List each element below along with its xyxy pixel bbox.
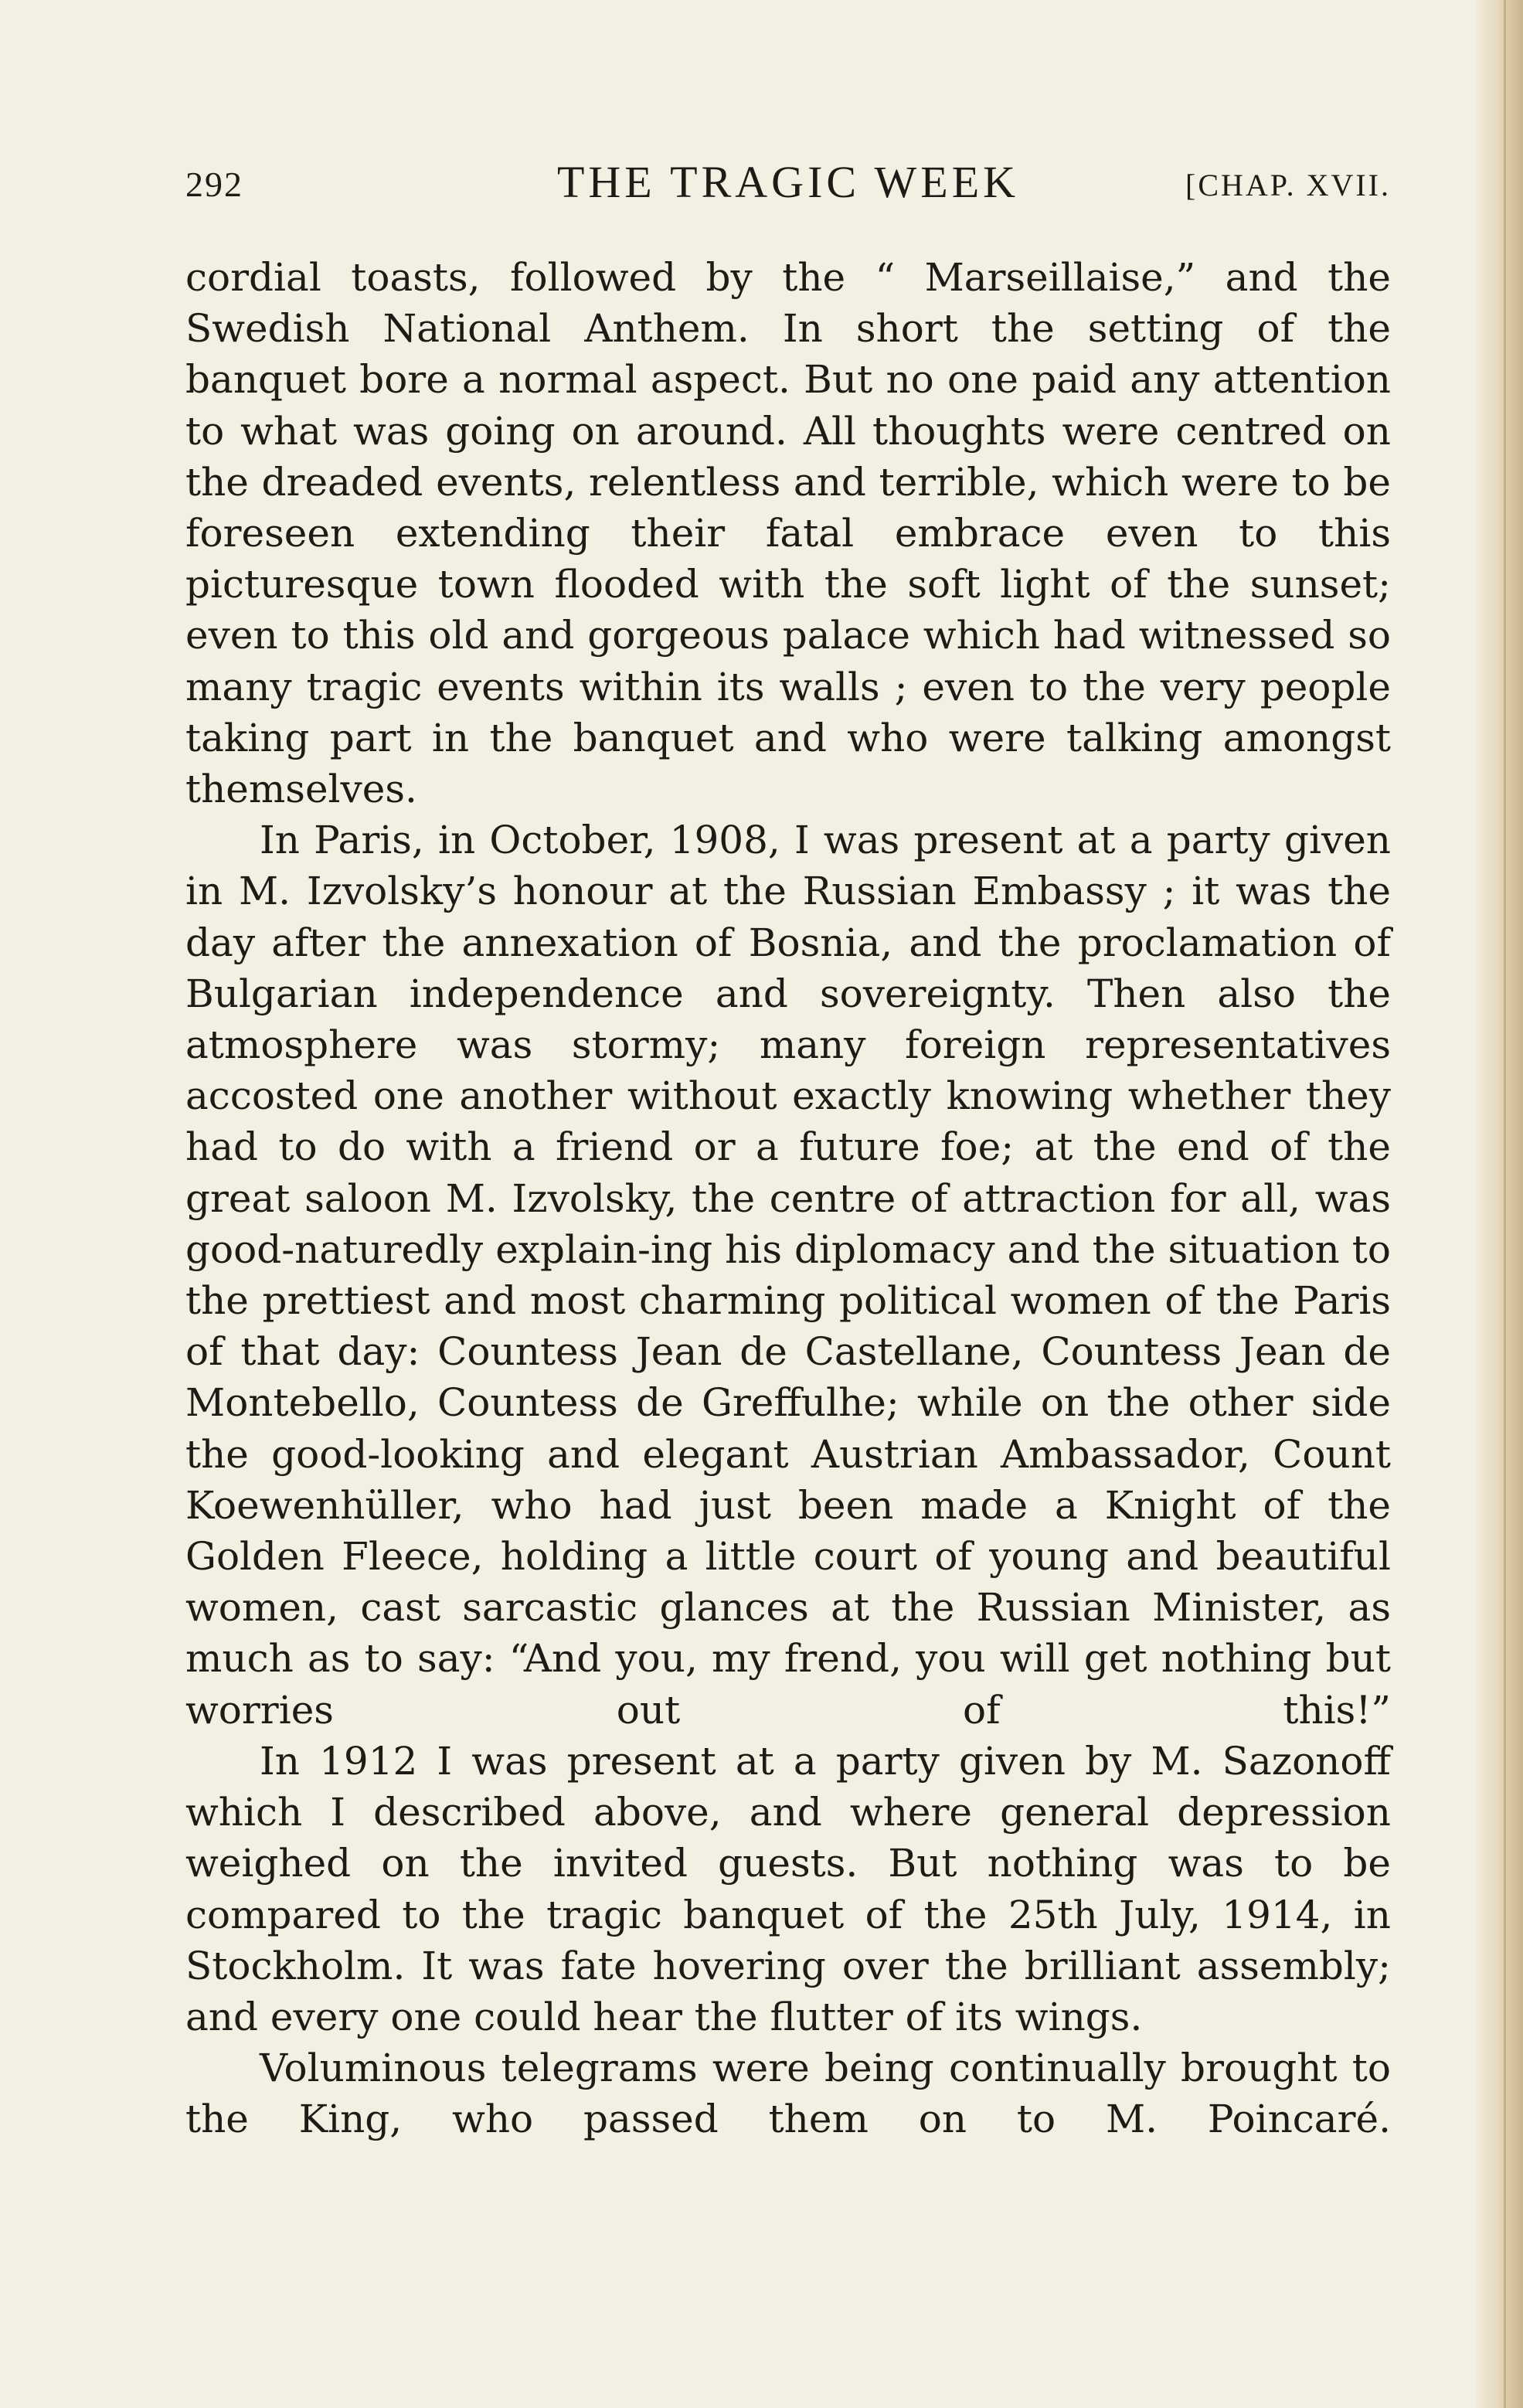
page-number: 292	[185, 165, 243, 204]
paragraph-telegrams: Voluminous telegrams were being continually brought to the King, who passed them on to M. Poincaré.	[185, 2046, 1391, 2142]
running-title: THE TRAGIC WEEK	[556, 157, 1020, 207]
paragraph-continued: cordial toasts, followed by the “ Marseillaise,” and the Swedish National Anthem. In short the setting of the banquet bore a normal aspect. But no one paid any attention to what was going on around. All thoughts were centred on the dreaded events, relentless and terrible, which were to be foreseen extending their fatal embrace even to this picturesque town flooded with the soft light of the sunset; even to this old and gorgeous palace which had witnessed so many tragic events within its walls ; even to the very people taking part in the banquet and who were talking amongst themselves.	[185, 255, 1391, 812]
paragraph-paris-party: In Paris, in October, 1908, I was present at a party given in M. Izvolsky’s honour at the Russian Embassy ; it was the day after the annexation of Bosnia, and the proclamation of Bulgarian independence and sovereignty. Then also the atmosphere was stormy; many foreign representatives accosted one another without exactly knowing whether they had to do with a friend or a future foe; at the end of the great saloon M. Izvolsky, the centre of attraction for all, was good-naturedly explain-ing his diplomacy and the situation to the prettiest and most charming political women of the Paris of that day: Countess Jean de Castellane, Countess Jean de Montebello, Countess de Greffulhe; while on the other side the good-looking and elegant Austrian Ambassador, Count Koewenhüller, who had just been made a Knight of the Golden Fleece, holding a little court of young and beautiful women, cast sarcastic glances at the Russian Minister, as much as to say: “And you, my frend, you will get nothing but worries out of this!”	[185, 818, 1391, 1733]
page-edge-line	[1504, 0, 1506, 2408]
page-edge-shadow	[1477, 0, 1523, 2408]
chapter-reference: [CHAP. XVII.	[1185, 168, 1391, 202]
running-header	[185, 156, 1391, 210]
paragraph-sazonoff-party: In 1912 I was present at a party given by M. Sazonoff which I described above, and where general depression weighed on the invited guests. But nothing was to be compared to the tragic banquet of the 25th July, 1914, in Stockholm. It was fate hovering over the brilliant assembly; and every one could hear the flutter of its wings.	[185, 1738, 1391, 2039]
body-text	[185, 252, 1391, 2145]
